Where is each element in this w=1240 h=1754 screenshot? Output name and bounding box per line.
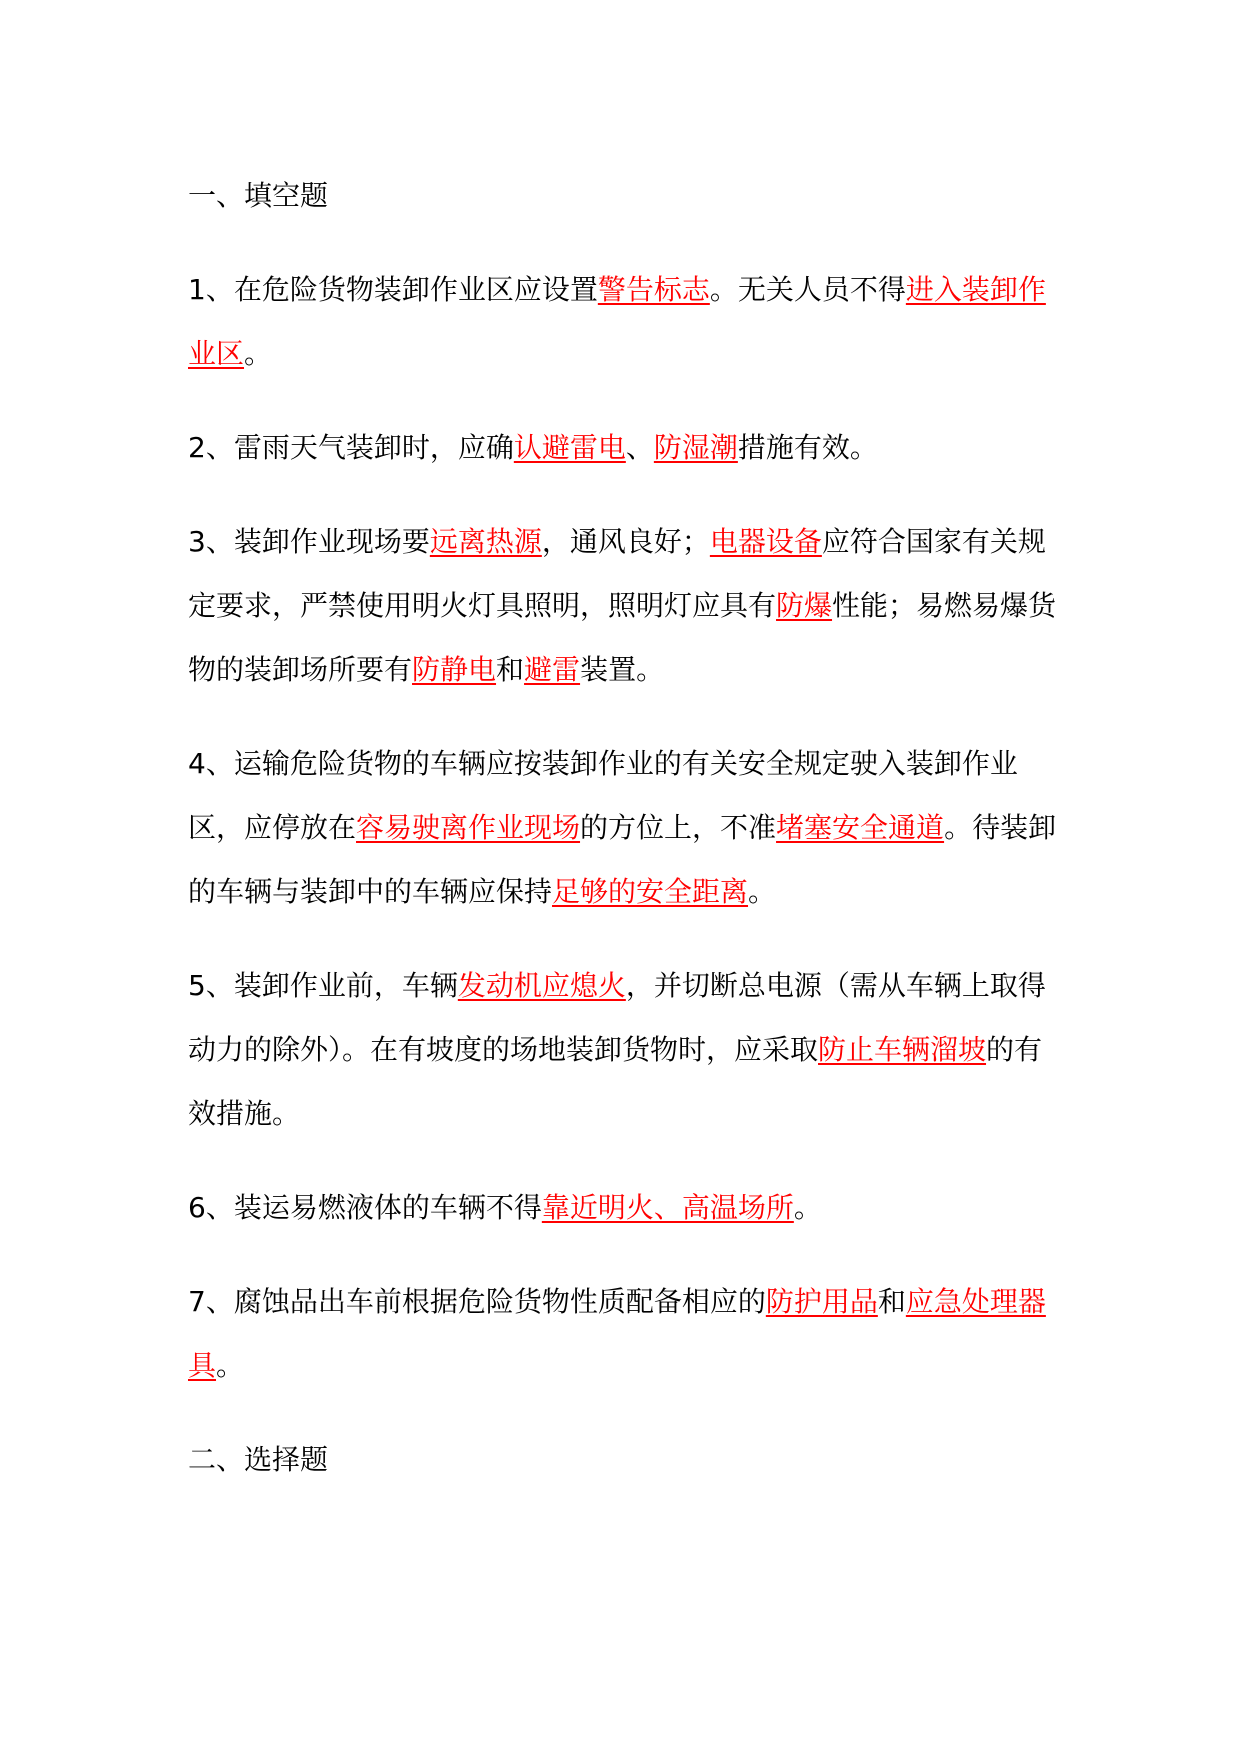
section-heading-multiple-choice: 二、选择题	[188, 1443, 329, 1476]
q2-text-1: 、	[625, 431, 654, 464]
section-heading-fill-in-blank: 一、填空题	[188, 179, 329, 212]
q2-text-2: 措施有效。	[737, 431, 878, 464]
q3-answer-4: 避雷	[524, 653, 581, 686]
q6-text-1: 。	[793, 1191, 822, 1224]
q4-text-0: 4、运输危险货物的车辆应按装卸作业的有关安全规定驶入装卸作业区，应停放在	[188, 747, 1018, 844]
q6-answer-0: 靠近明火、高温场所	[541, 1191, 794, 1224]
q3-text-4: 和	[496, 653, 525, 686]
q4-text-1: 的方位上，不准	[580, 811, 777, 844]
document-page	[188, 164, 1068, 1492]
question-6	[188, 1176, 1068, 1240]
q2-text-0: 2、雷雨天气装卸时，应确	[188, 431, 514, 464]
q2-answer-0: 认避雷电	[513, 431, 626, 464]
q3-text-2: 应符合国家有关规定要求，严禁使用明火灯具照明，照明灯应具有	[188, 525, 1046, 622]
q4-text-3: 。	[748, 875, 777, 908]
q7-text-1: 和	[877, 1285, 906, 1318]
q4-answer-0: 容易驶离作业现场	[356, 811, 581, 844]
q5-text-1: ，并切断总电源（需从车辆上取得动力的除外）。在有坡度的场地装卸货物时，应采取	[188, 969, 1046, 1066]
q7-text-2: 。	[216, 1349, 245, 1382]
q3-text-0: 3、装卸作业现场要	[188, 525, 430, 558]
question-1	[188, 258, 1068, 386]
q1-answer-1: 进入装卸作业区	[188, 273, 1046, 370]
q5-answer-0: 发动机应熄火	[457, 969, 626, 1002]
q7-text-0: 7、腐蚀品出车前根据危险货物性质配备相应的	[188, 1285, 766, 1318]
q6-text-0: 6、装运易燃液体的车辆不得	[188, 1191, 542, 1224]
q5-answer-1: 防止车辆溜坡	[818, 1033, 987, 1066]
question-7	[188, 1270, 1068, 1398]
q3-answer-1: 电器设备	[709, 525, 822, 558]
q7-answer-1: 应急处理器具	[188, 1285, 1046, 1382]
q1-answer-0: 警告标志	[597, 273, 710, 306]
q3-answer-2: 防爆	[776, 589, 833, 622]
q3-text-1: ，通风良好；	[541, 525, 710, 558]
q3-answer-0: 远离热源	[429, 525, 542, 558]
question-4	[188, 732, 1068, 924]
question-2	[188, 416, 1068, 480]
q5-text-2: 的有效措施。	[188, 1033, 1043, 1130]
q4-text-2: 。待装卸的车辆与装卸中的车辆应保持	[188, 811, 1057, 908]
q3-text-5: 装置。	[580, 653, 665, 686]
question-3	[188, 510, 1068, 702]
q3-text-3: 性能；易燃易爆货物的装卸场所要有	[188, 589, 1057, 686]
q2-answer-1: 防湿潮	[653, 431, 738, 464]
q4-answer-2: 足够的安全距离	[552, 875, 749, 908]
q7-answer-0: 防护用品	[765, 1285, 878, 1318]
q5-text-0: 5、装卸作业前，车辆	[188, 969, 458, 1002]
q4-answer-1: 堵塞安全通道	[776, 811, 945, 844]
q1-text-1: 。无关人员不得	[709, 273, 906, 306]
q1-text-2: 。	[244, 337, 273, 370]
q1-text-0: 1、在危险货物装卸作业区应设置	[188, 273, 598, 306]
question-5	[188, 954, 1068, 1146]
q3-answer-3: 防静电	[412, 653, 497, 686]
